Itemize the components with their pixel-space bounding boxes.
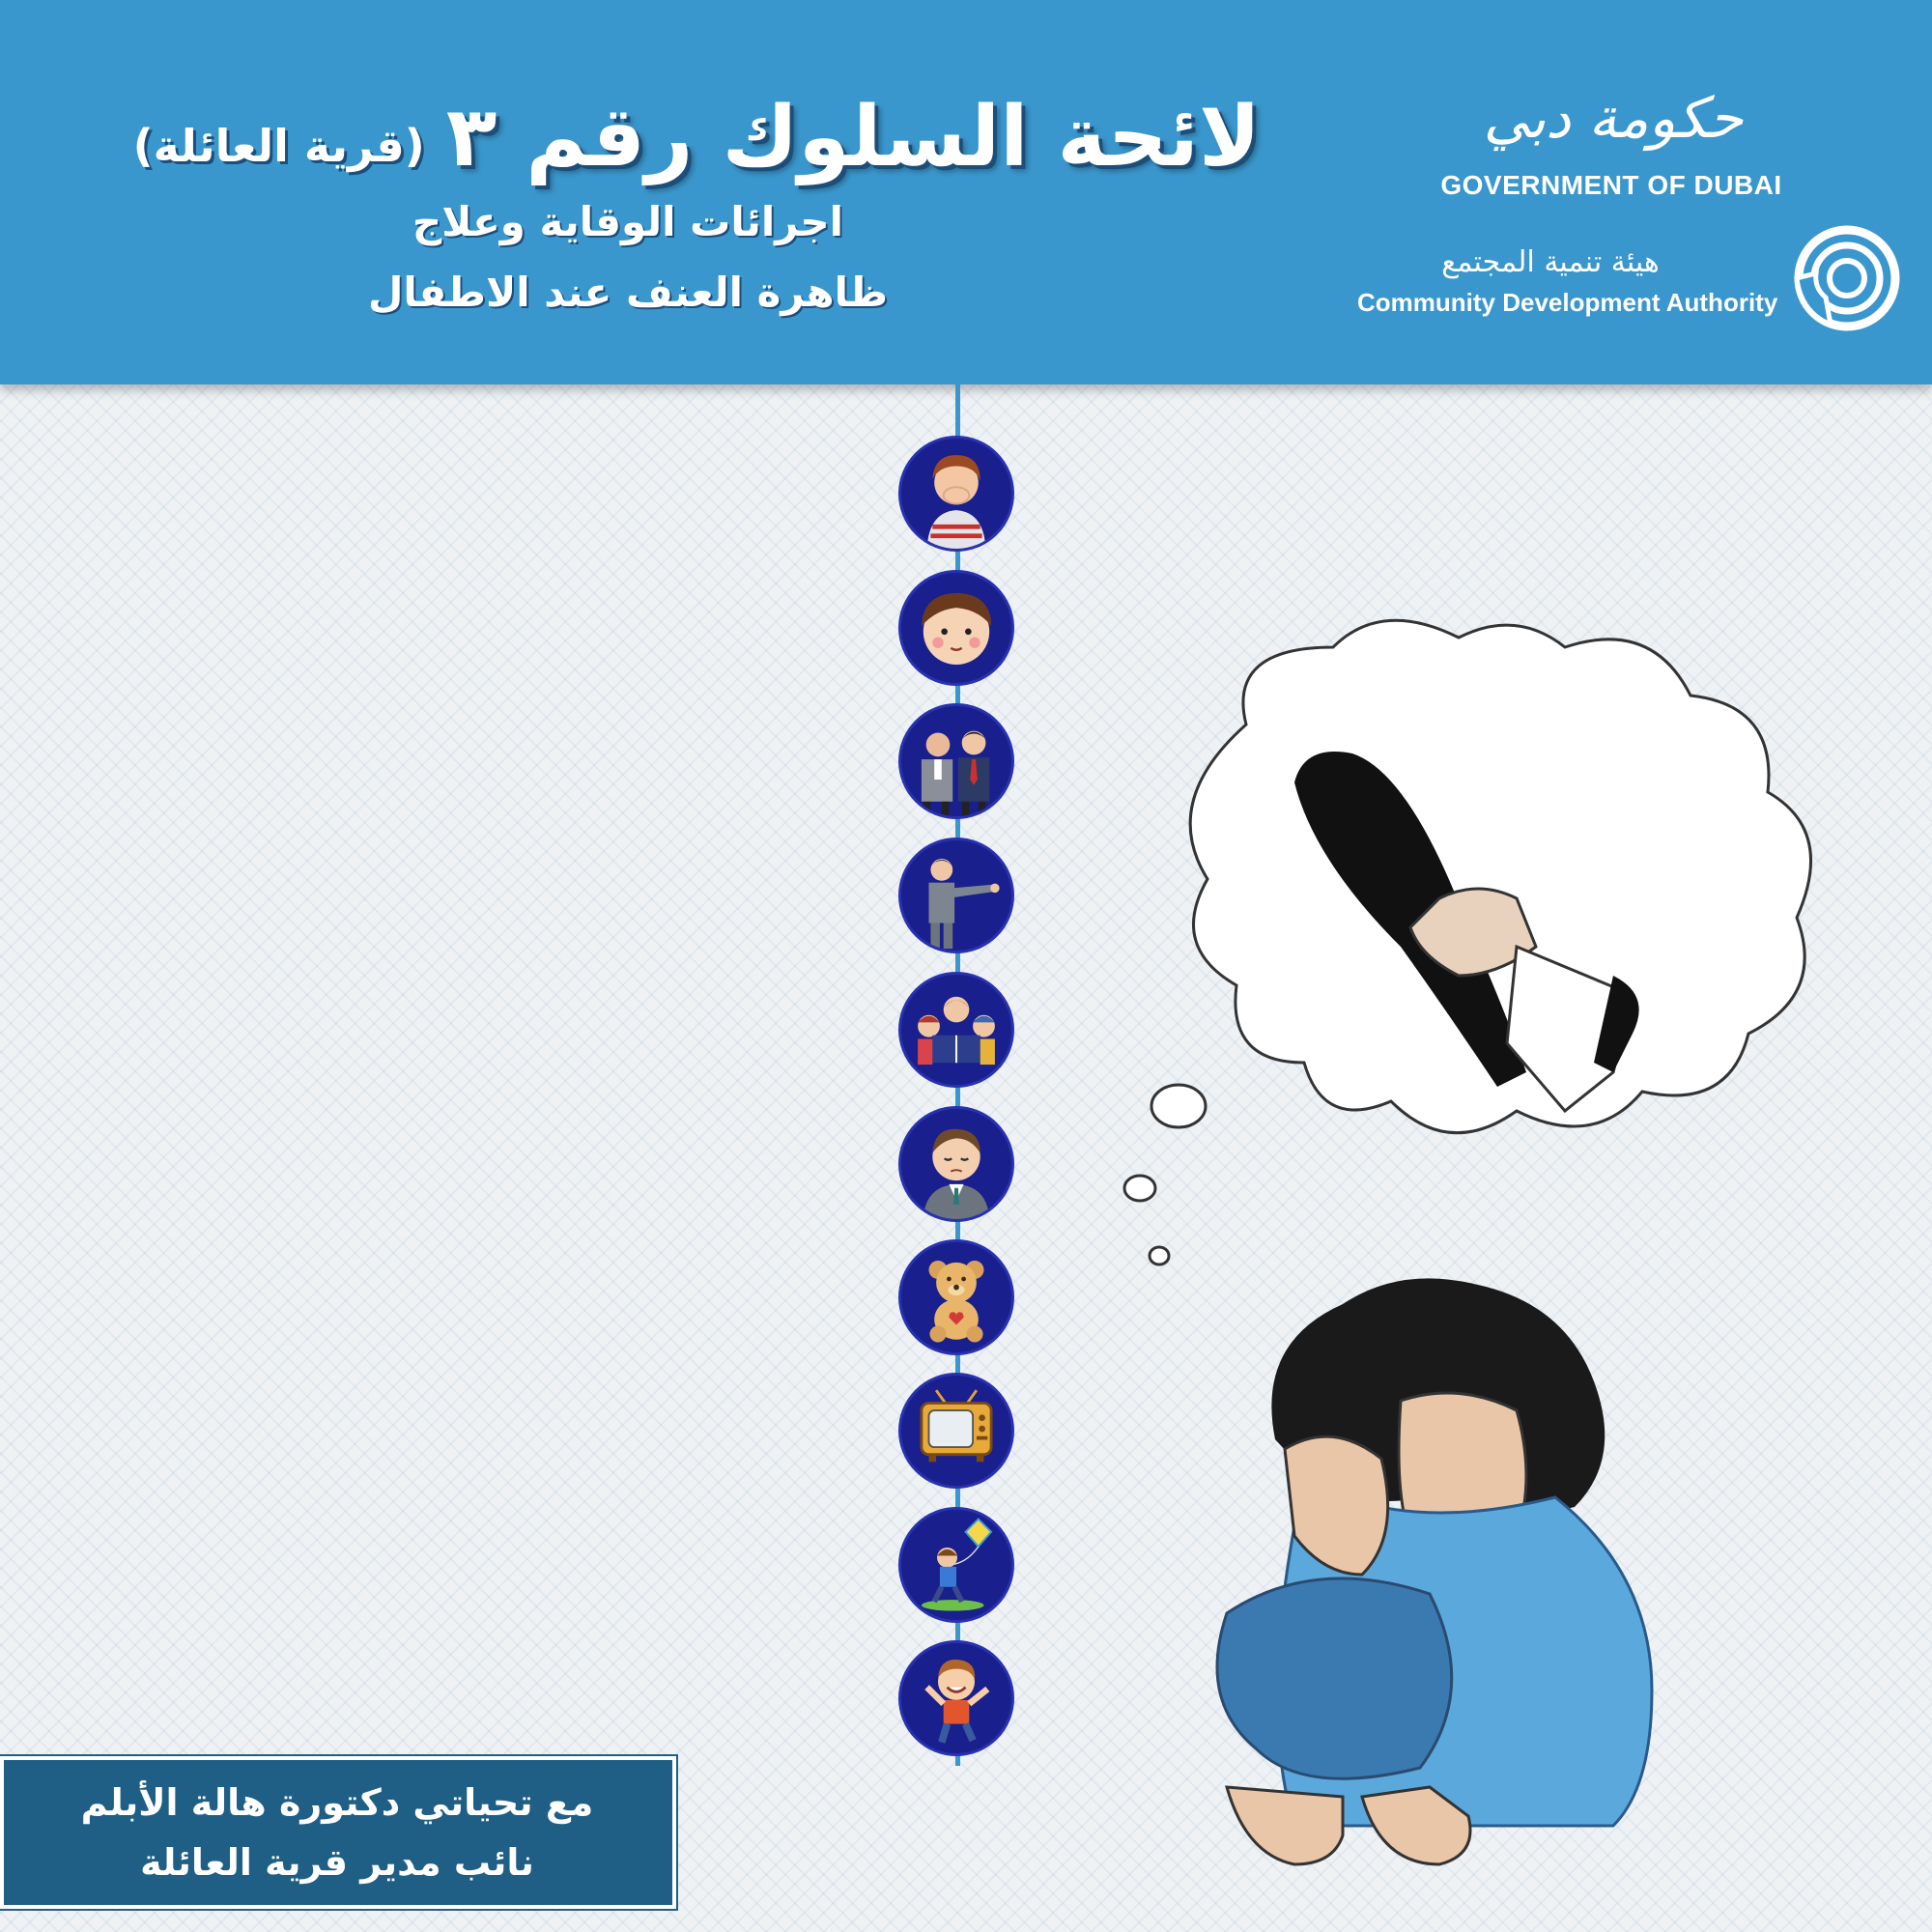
subtitle-line-1: اجرائات الوقاية وعلاج bbox=[412, 198, 844, 245]
list-item bbox=[0, 1106, 1024, 1222]
child-covering-mouth-icon bbox=[898, 436, 1014, 552]
two-men-icon bbox=[898, 703, 1014, 819]
family-reading-icon bbox=[898, 972, 1014, 1088]
list-item bbox=[0, 972, 1024, 1088]
list-item bbox=[0, 1373, 1024, 1489]
page-title: لائحة السلوك رقم ٣ bbox=[445, 89, 1261, 185]
list-item bbox=[0, 703, 1024, 819]
authority-emblem-icon bbox=[1787, 220, 1903, 336]
teddy-bear-icon bbox=[898, 1239, 1014, 1355]
government-english-text: GOVERNMENT OF DUBAI bbox=[1440, 170, 1782, 200]
authority-arabic-text: هيئة تنمية المجتمع bbox=[1441, 245, 1660, 279]
happy-child-icon bbox=[898, 1640, 1014, 1756]
footer-line-2: نائب مدير قرية العائلة bbox=[140, 1841, 534, 1884]
footer-line-1: مع تحياتي دكتورة هالة الأبلم bbox=[80, 1781, 594, 1824]
list-item bbox=[0, 838, 1024, 953]
authority-english-text: Community Development Authority bbox=[1357, 288, 1778, 317]
child-with-kite-icon bbox=[898, 1507, 1014, 1623]
subtitle-line-2: ظاهرة العنف عند الاطفال bbox=[367, 269, 889, 316]
footer-signature-box bbox=[0, 1756, 676, 1909]
header-banner bbox=[0, 0, 1932, 384]
government-arabic-text: حكومة دبي bbox=[1483, 85, 1744, 151]
list-item bbox=[0, 1239, 1024, 1355]
list-item bbox=[0, 1507, 1024, 1623]
television-icon bbox=[898, 1373, 1014, 1489]
community-development-authority-logo bbox=[1352, 220, 1908, 336]
list-item bbox=[0, 436, 1024, 552]
government-of-dubai-logo bbox=[1430, 85, 1787, 211]
apologizing-man-icon bbox=[898, 1106, 1014, 1222]
page-title-suffix: (قرية العائلة) bbox=[132, 120, 425, 172]
pointing-man-icon bbox=[898, 838, 1014, 953]
calm-boy-face-icon bbox=[898, 570, 1014, 686]
sad-child-illustration bbox=[1111, 609, 1932, 1932]
crying-boy-figure bbox=[1217, 1278, 1652, 1864]
title-row bbox=[133, 89, 1261, 185]
list-item bbox=[0, 1640, 1024, 1756]
list-item bbox=[0, 570, 1024, 686]
